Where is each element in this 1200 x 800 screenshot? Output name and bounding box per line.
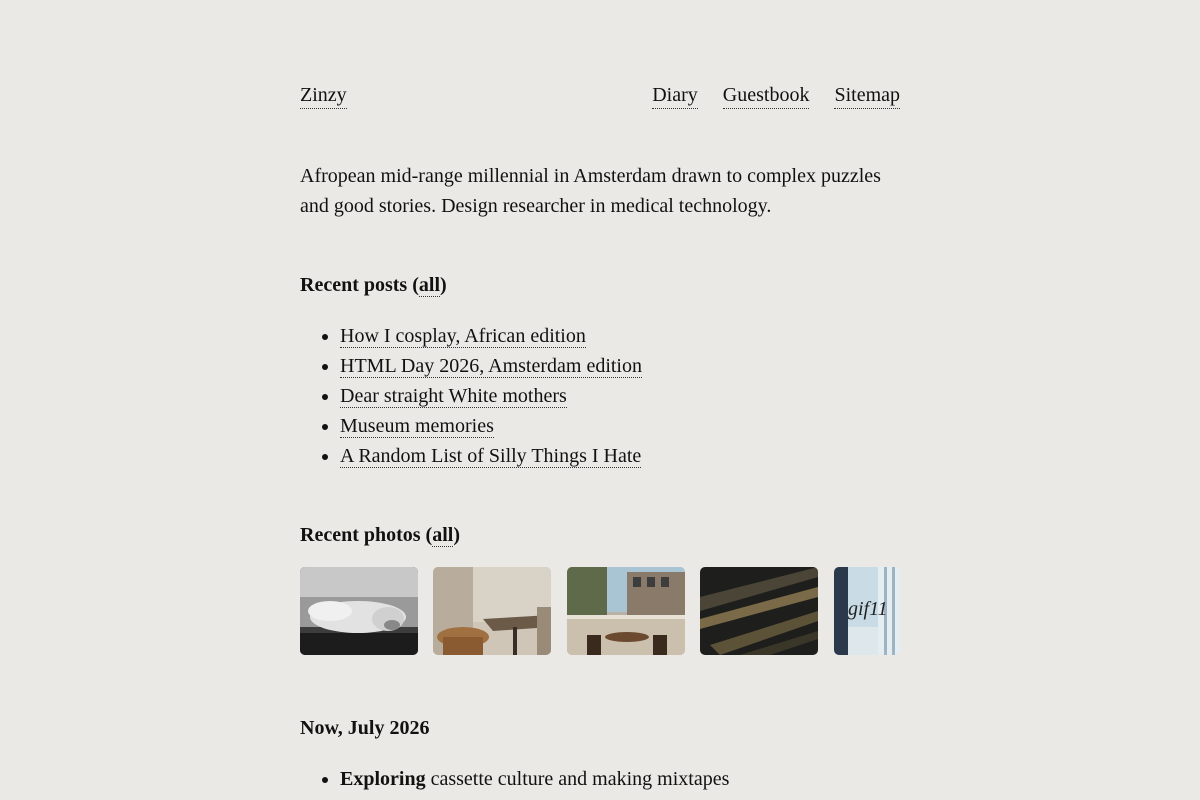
- now-list: [300, 764, 729, 794]
- site-name-link[interactable]: Zinzy: [300, 82, 347, 109]
- recent-posts-heading-text: Recent posts: [300, 274, 408, 296]
- post-link[interactable]: HTML Day 2026, Amsterdam edition: [340, 355, 642, 377]
- recent-photos-heading: Recent photos (all): [300, 524, 461, 546]
- photo-thumb-gif-sign[interactable]: [834, 567, 900, 655]
- cafe-window-photo-image: [567, 567, 685, 655]
- dog-photo-image: [300, 567, 418, 655]
- recent-photos-heading-text: Recent photos: [300, 524, 421, 546]
- site-header: [300, 82, 900, 110]
- nav-sitemap-link[interactable]: Sitemap: [834, 82, 900, 109]
- list-item: [340, 764, 729, 794]
- now-item-verb: Exploring: [340, 768, 426, 790]
- recent-posts-list: [300, 321, 642, 471]
- photo-thumb-light-stripes[interactable]: [700, 567, 818, 655]
- gif-sign-photo-image: [834, 567, 900, 655]
- list-item: [340, 441, 642, 471]
- light-stripes-photo-image: [700, 567, 818, 655]
- post-link[interactable]: A Random List of Silly Things I Hate: [340, 445, 642, 467]
- nav-guestbook-link[interactable]: Guestbook: [723, 82, 810, 109]
- gif-sign-text: gif11: [848, 598, 888, 620]
- nav-diary-link[interactable]: Diary: [652, 82, 698, 109]
- now-item-text: cassette culture and making mixtapes: [425, 768, 730, 790]
- bio-text: Afropean mid-range millennial in Amsterdam drawn to complex puzzles and good stories. Design researcher in medical technology.: [300, 165, 881, 217]
- photo-strip: [300, 567, 900, 655]
- list-item: [340, 411, 642, 441]
- post-link[interactable]: Museum memories: [340, 415, 494, 437]
- list-item: [340, 381, 642, 411]
- now-heading: Now, July 2026: [300, 717, 430, 739]
- main-nav: [652, 82, 900, 109]
- list-item: [340, 321, 642, 351]
- photo-thumb-cafe-window[interactable]: [567, 567, 685, 655]
- post-link[interactable]: Dear straight White mothers: [340, 385, 567, 407]
- all-posts-link[interactable]: all: [418, 274, 441, 296]
- cafe-table-photo-image: [433, 567, 551, 655]
- list-item: [340, 351, 642, 381]
- all-photos-link[interactable]: all: [432, 524, 454, 546]
- photo-thumb-dog[interactable]: [300, 567, 418, 655]
- post-link[interactable]: How I cosplay, African edition: [340, 325, 586, 347]
- photo-thumb-cafe-table[interactable]: [433, 567, 551, 655]
- recent-posts-heading: Recent posts (all): [300, 274, 447, 296]
